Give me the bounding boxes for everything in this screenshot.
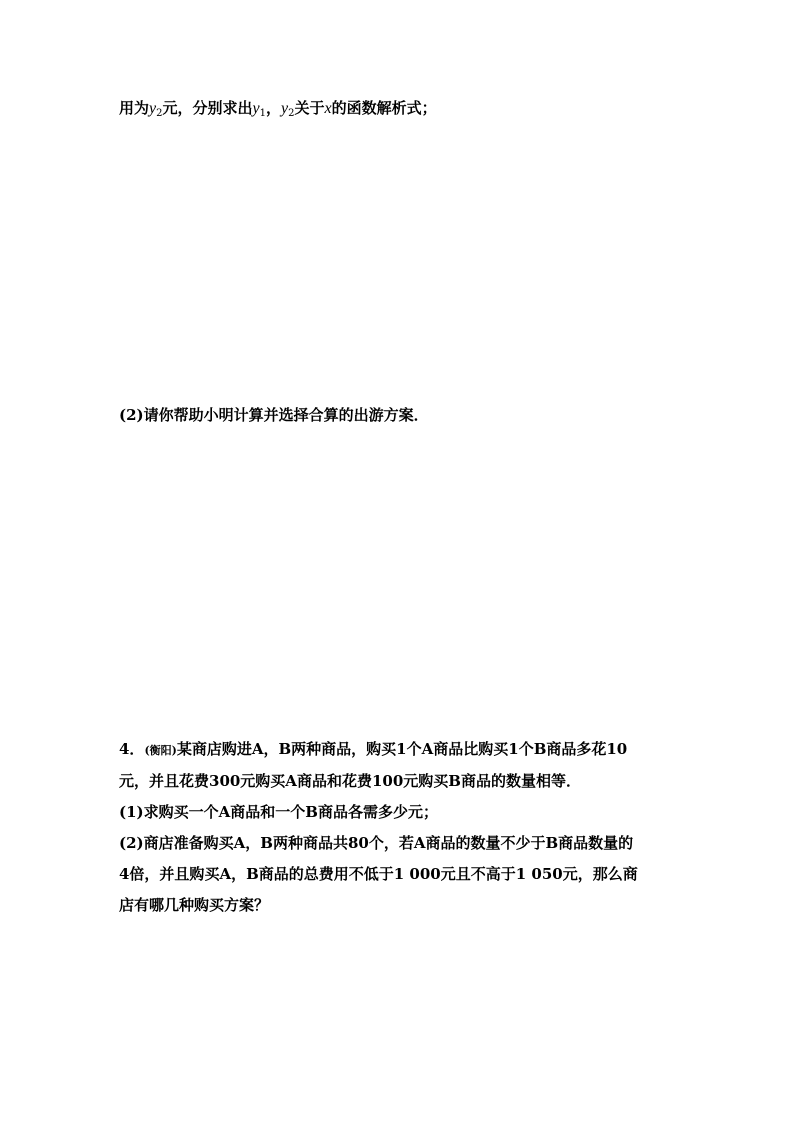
text-segment: ，	[266, 99, 282, 117]
subscript: 2	[288, 108, 295, 119]
question-4-line-2: 元，并且花费300元购买A商品和花费100元购买B商品的数量相等．	[119, 772, 581, 790]
text-segment: 用为	[119, 99, 150, 117]
text-segment: 的函数解析式；	[331, 99, 437, 117]
question-4-part-2-line-3: 店有哪几种购买方案？	[119, 896, 270, 914]
question-3-continuation	[119, 98, 437, 124]
variable-y: y	[252, 100, 260, 117]
text-segment: 关于	[294, 99, 325, 117]
text-segment: 元，分别求出	[162, 99, 253, 117]
question-4-part-2-line-2: 4倍，并且购买A，B商品的总费用不低于1 000元且不高于1 050元，那么商	[119, 865, 638, 883]
subscript: 1	[259, 108, 266, 119]
question-source: (衡阳)	[144, 744, 177, 757]
question-3-part-2: (2)请你帮助小明计算并选择合算的出游方案．	[119, 406, 429, 424]
subscript: 2	[156, 108, 163, 119]
question-4-line-1	[119, 739, 627, 761]
question-number: 4．	[119, 740, 145, 758]
question-4-part-1: (1)求购买一个A商品和一个B商品各需多少元；	[119, 803, 438, 821]
variable-x: x	[324, 100, 332, 117]
variable-y: y	[281, 100, 289, 117]
question-4-part-2-line-1: (2)商店准备购买A，B两种商品共80个，若A商品的数量不少于B商品数量的	[119, 834, 634, 852]
question-text: 某商店购进A，B两种商品，购买1个A商品比购买1个B商品多花10	[176, 740, 628, 758]
variable-y: y	[149, 100, 157, 117]
